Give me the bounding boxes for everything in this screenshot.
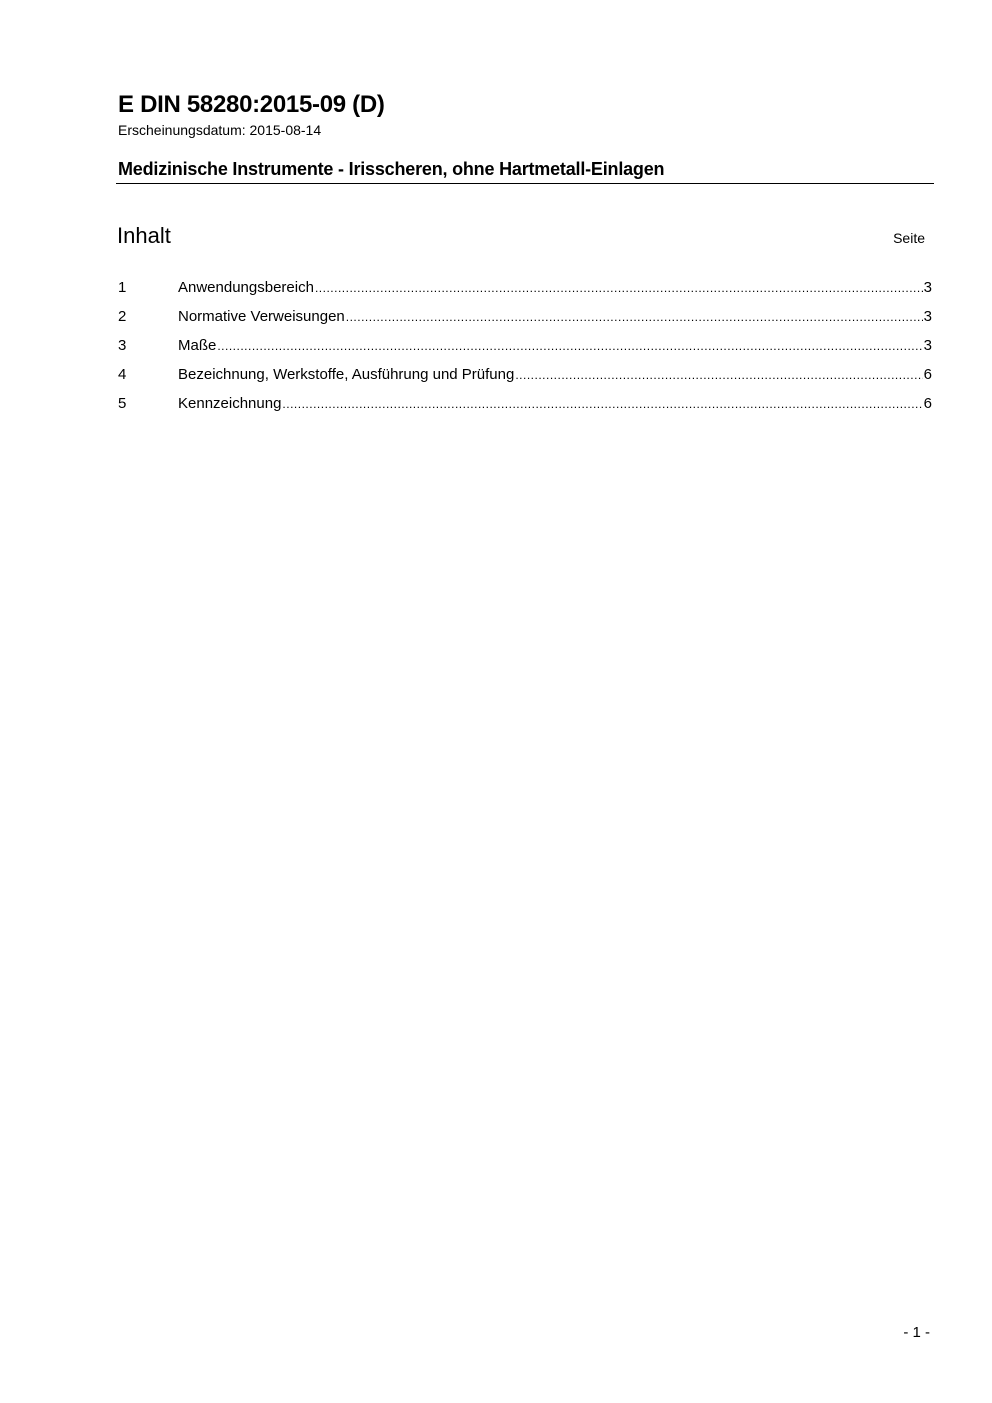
toc-entry-page: 3: [923, 279, 932, 296]
document-title: Medizinische Instrumente - Irisscheren, ohne Hartmetall-Einlagen: [118, 159, 665, 179]
toc-entry-number: 5: [118, 395, 127, 412]
toc-entry[interactable]: [118, 395, 932, 424]
toc-entry-title: Maße: [178, 337, 217, 354]
toc-entry-page: 3: [923, 308, 932, 325]
toc-entry-number: 2: [118, 308, 127, 325]
table-of-contents: [118, 279, 932, 424]
toc-entry-page: 3: [923, 337, 932, 354]
toc-entry[interactable]: [118, 279, 932, 308]
toc-dot-leader: [346, 310, 923, 324]
toc-entry-number: 3: [118, 337, 127, 354]
toc-entry[interactable]: [118, 337, 932, 366]
toc-entry[interactable]: [118, 308, 932, 337]
toc-entry[interactable]: [118, 366, 932, 395]
toc-page-column-label: Seite: [893, 230, 925, 246]
toc-entry-title: Normative Verweisungen: [178, 308, 345, 325]
toc-entry-title: Anwendungsbereich: [178, 279, 314, 296]
toc-heading: Inhalt: [117, 223, 171, 248]
toc-dot-leader: [217, 339, 922, 353]
toc-dot-leader: [282, 397, 922, 411]
toc-entry-page: 6: [923, 395, 932, 412]
toc-entry-title: Kennzeichnung: [178, 395, 282, 412]
page-number: - 1 -: [903, 1324, 930, 1341]
toc-entry-page: 6: [923, 366, 932, 383]
toc-entry-number: 1: [118, 279, 127, 296]
toc-dot-leader: [515, 368, 922, 382]
publication-date: Erscheinungsdatum: 2015-08-14: [118, 122, 322, 138]
title-divider: [116, 183, 934, 184]
toc-entry-number: 4: [118, 366, 127, 383]
toc-entry-title: Bezeichnung, Werkstoffe, Ausführung und Prüfung: [178, 366, 515, 383]
document-number: E DIN 58280:2015-09 (D): [118, 91, 385, 118]
toc-dot-leader: [315, 281, 923, 295]
